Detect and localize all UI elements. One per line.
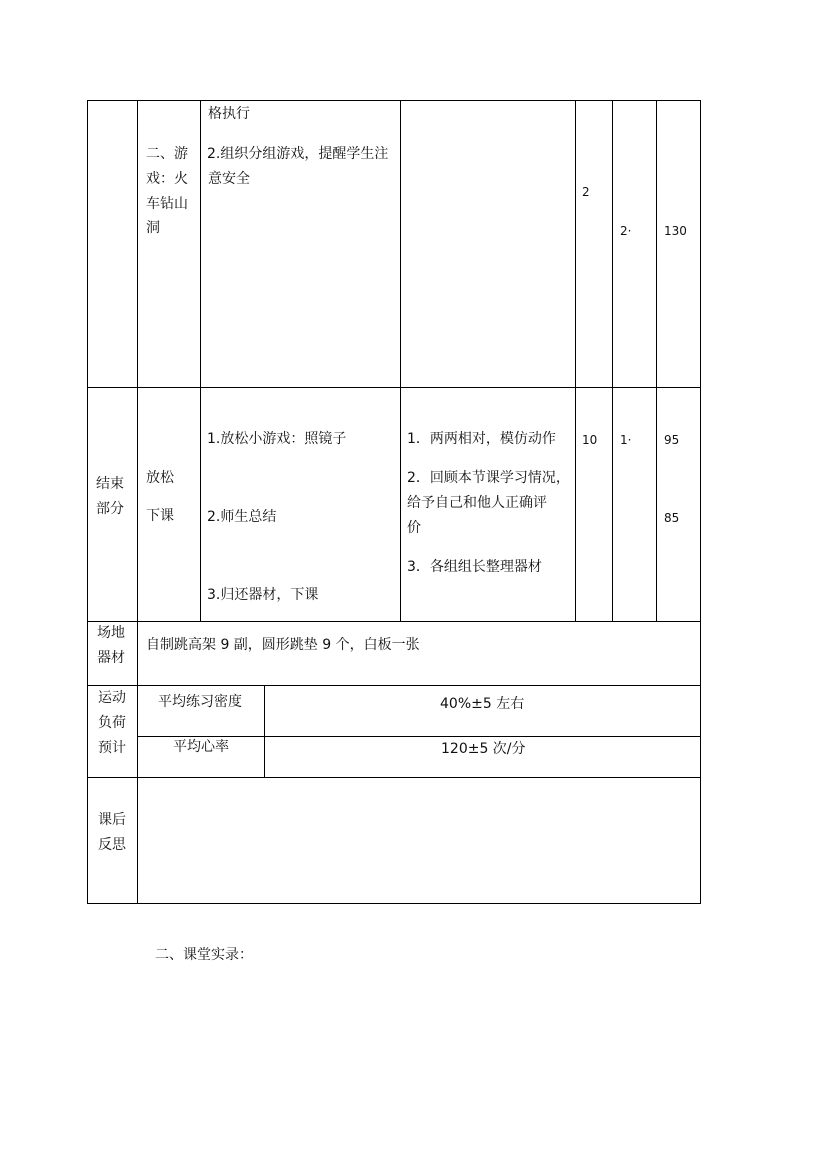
heart-value: 120±5 次/分 xyxy=(441,741,526,757)
density-label: 平均练习密度 xyxy=(158,694,242,710)
ending-time: 10 xyxy=(582,433,598,447)
grid-line xyxy=(87,777,701,778)
section-heading: 二、课堂实录： xyxy=(155,947,253,963)
ending-student-item: 给予自己和他人正确评 xyxy=(407,495,547,511)
grid-line xyxy=(575,100,576,622)
load-label: 预计 xyxy=(98,740,126,756)
game-time: 2 xyxy=(582,185,590,199)
heart-label: 平均心率 xyxy=(173,739,229,755)
load-label: 运动 xyxy=(98,690,126,706)
equipment-label: 场地 xyxy=(97,625,125,641)
ending-method-item: 3.归还器材，下课 xyxy=(207,587,319,603)
ending-heart-rate: 85 xyxy=(664,511,680,525)
load-label: 负荷 xyxy=(98,715,126,731)
ending-count: 1· xyxy=(620,433,632,447)
ending-student-item: 价 xyxy=(407,520,421,536)
grid-line xyxy=(87,387,701,388)
grid-line xyxy=(200,100,201,622)
game-heart-rate: 130 xyxy=(664,224,687,238)
ending-heart-rate: 95 xyxy=(664,433,680,447)
game-content-line: 二、游 xyxy=(146,146,188,162)
game-content-line: 车钻山 xyxy=(146,196,188,212)
ending-content-line: 下课 xyxy=(146,508,174,524)
ending-student-item: 1．两两相对，模仿动作 xyxy=(407,431,556,447)
density-value: 40%±5 左右 xyxy=(440,696,525,712)
game-method-line: 格执行 xyxy=(208,106,250,122)
grid-line xyxy=(137,736,701,737)
grid-line xyxy=(87,621,701,622)
grid-line xyxy=(264,685,265,778)
grid-line xyxy=(612,100,613,622)
equipment-label: 器材 xyxy=(97,650,125,666)
game-method-line: 意安全 xyxy=(208,171,250,187)
grid-line xyxy=(400,100,401,622)
grid-line xyxy=(137,100,138,904)
ending-method-item: 1.放松小游戏：照镜子 xyxy=(207,431,347,447)
ending-student-item: 3．各组组长整理器材 xyxy=(407,559,542,575)
game-count: 2· xyxy=(620,224,632,238)
game-content-line: 洞 xyxy=(146,220,160,236)
grid-line xyxy=(87,100,88,904)
grid-line xyxy=(656,100,657,622)
reflection-label: 课后 xyxy=(98,812,126,828)
ending-student-item: 2．回顾本节课学习情况， xyxy=(407,470,570,486)
ending-method-item: 2.师生总结 xyxy=(207,509,277,525)
grid-line xyxy=(87,903,701,904)
ending-section-label: 部分 xyxy=(96,501,124,517)
equipment-value: 自制跳高架 9 副，圆形跳垫 9 个，白板一张 xyxy=(146,637,420,653)
ending-section-label: 结束 xyxy=(96,476,124,492)
grid-line xyxy=(87,100,701,101)
grid-line xyxy=(700,100,701,904)
reflection-label: 反思 xyxy=(98,837,126,853)
ending-content-line: 放松 xyxy=(146,470,174,486)
game-method-line: 2.组织分组游戏，提醒学生注 xyxy=(207,146,389,162)
game-content-line: 戏：火 xyxy=(146,171,188,187)
grid-line xyxy=(87,685,701,686)
